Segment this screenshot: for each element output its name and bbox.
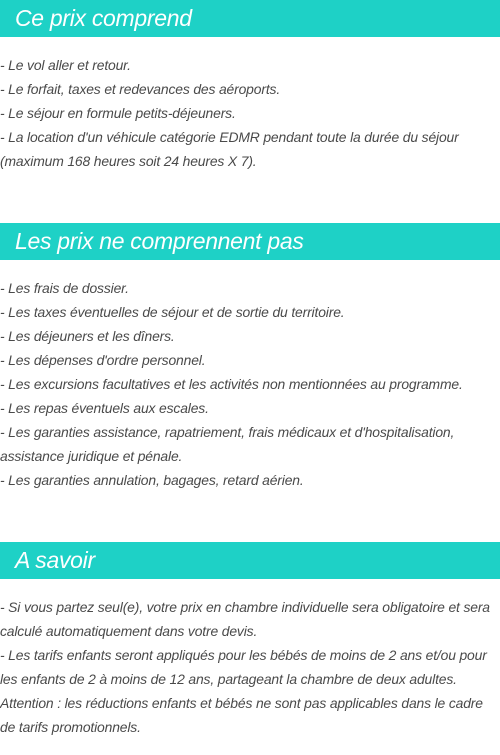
section-header-good-to-know <box>0 542 500 579</box>
section-title: Les prix ne comprennent pas <box>15 228 304 254</box>
list-item: - Les garanties annulation, bagages, retard aérien. <box>0 472 304 488</box>
good-to-know-list <box>0 595 500 739</box>
price-excludes-list <box>0 276 500 492</box>
list-item: - Les frais de dossier. <box>0 280 129 296</box>
section-title: A savoir <box>15 547 95 573</box>
price-includes-list <box>0 53 500 173</box>
list-item: - Le forfait, taxes et redevances des aéroports. <box>0 81 281 97</box>
list-item: - Le vol aller et retour. <box>0 57 131 73</box>
list-item: - Le séjour en formule petits-déjeuners. <box>0 105 236 121</box>
list-item: - La location d'un véhicule catégorie EDMR pendant toute la durée du séjour (maximum 168 heures soit 24 heures X 7). <box>0 129 459 169</box>
section-title: Ce prix comprend <box>15 5 192 31</box>
list-item: - Les dépenses d'ordre personnel. <box>0 352 206 368</box>
list-item: Attention : les réductions enfants et bébés ne sont pas applicables dans le cadre de tarifs promotionnels. <box>0 695 483 735</box>
list-item: - Les taxes éventuelles de séjour et de sortie du territoire. <box>0 304 345 320</box>
list-item: - Les déjeuners et les dîners. <box>0 328 175 344</box>
list-item: - Les repas éventuels aux escales. <box>0 400 209 416</box>
section-header-price-includes <box>0 0 500 37</box>
list-item: - Si vous partez seul(e), votre prix en chambre individuelle sera obligatoire et sera calculé automatiquement dans votre devis. <box>0 599 490 639</box>
list-item: - Les tarifs enfants seront appliqués pour les bébés de moins de 2 ans et/ou pour les enfants de 2 à moins de 12 ans, partageant la chambre de deux adultes. <box>0 647 487 687</box>
list-item: - Les excursions facultatives et les activités non mentionnées au programme. <box>0 376 463 392</box>
section-header-price-excludes <box>0 223 500 260</box>
list-item: - Les garanties assistance, rapatriement, frais médicaux et d'hospitalisation, assistance juridique et pénale. <box>0 424 455 464</box>
